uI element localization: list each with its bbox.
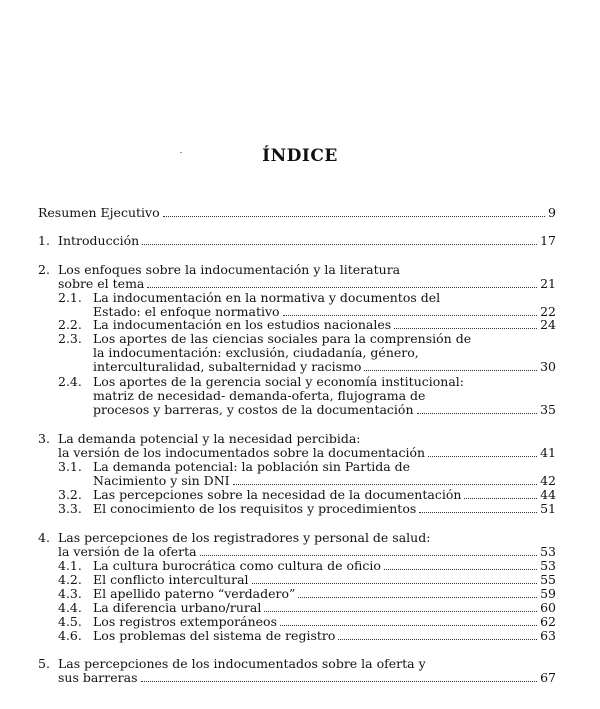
toc-page-number: 51 [540, 501, 556, 516]
dot-leader [298, 597, 537, 598]
toc-entry [38, 234, 556, 248]
toc-entry-title: El apellido paterno “verdadero” [93, 586, 296, 601]
toc-entry-title: Las percepciones de los indocumentados sobre la oferta y [58, 656, 426, 671]
toc-entry [58, 318, 556, 332]
toc-entry-line [58, 559, 556, 573]
dot-leader [252, 583, 538, 584]
dot-leader [394, 328, 537, 329]
toc-page-number: 59 [540, 586, 556, 601]
toc-entry-line [58, 360, 556, 374]
toc-entry [58, 375, 556, 417]
toc-entry [58, 615, 556, 629]
toc-page-number: 55 [540, 572, 556, 587]
toc-entry-line [58, 389, 556, 403]
toc-entry-line [58, 332, 556, 346]
toc-entry-number: 4.2. [58, 572, 82, 587]
page-title: ÍNDICE [262, 146, 338, 166]
toc-entry-number: 1. [38, 233, 50, 248]
toc-entry-title: la indocumentación: exclusión, ciudadanía, género, [93, 345, 419, 360]
toc-entry-title: la versión de la oferta [58, 544, 197, 559]
toc-entry-number: 2.2. [58, 317, 82, 332]
toc-entry-number: 4.1. [58, 558, 82, 573]
toc-page-number: 21 [540, 276, 556, 291]
toc-entry-line [58, 318, 556, 332]
toc-entry-title: La demanda potencial: la población sin Partida de [93, 459, 411, 474]
toc-entry-title: La cultura burocrática como cultura de oficio [93, 558, 381, 573]
toc-entry-line [58, 601, 556, 615]
toc-page-number: 41 [540, 445, 556, 460]
toc-page-number: 62 [540, 614, 556, 629]
dot-leader [142, 244, 537, 245]
toc-entry-title: interculturalidad, subalternidad y racismo [93, 359, 362, 374]
dot-leader [233, 484, 538, 485]
toc-page-number: 22 [540, 304, 556, 319]
toc-entry-title: Introducción [58, 233, 140, 248]
toc-page-number: 24 [540, 317, 556, 332]
toc-entry-number: 5. [38, 656, 50, 671]
toc-entry-line [38, 234, 556, 248]
toc-entry-line [38, 657, 556, 671]
toc-entry-title: La diferencia urbano/rural [93, 600, 262, 615]
toc-entry-number: 4.3. [58, 586, 82, 601]
toc-entry-title: Los aportes de la gerencia social y economía institucional: [93, 374, 464, 389]
toc-entry-title: Nacimiento y sin DNI [93, 473, 230, 488]
toc-page-number: 35 [540, 402, 556, 417]
toc-entry-title: sobre el tema [58, 276, 145, 291]
dot-leader [163, 216, 545, 217]
toc-entry [38, 206, 556, 220]
toc-page-number: 17 [540, 233, 556, 248]
toc-entry-title: Los problemas del sistema de registro [93, 628, 336, 643]
toc-entry-title: Las percepciones de los registradores y personal de salud: [58, 530, 431, 545]
toc-entry-line [58, 488, 556, 502]
toc-entry [58, 601, 556, 615]
toc-entry-title: sus barreras [58, 670, 138, 685]
toc-entry-line [58, 346, 556, 360]
dot-leader [364, 370, 537, 371]
toc-entry [58, 488, 556, 502]
toc-entry-line [58, 291, 556, 305]
toc-entry-title: la versión de los indocumentados sobre la documentación [58, 445, 426, 460]
toc-entry-number: 3.1. [58, 459, 82, 474]
toc-page-number: 63 [540, 628, 556, 643]
dot-leader [338, 639, 537, 640]
toc-entry [58, 502, 556, 516]
toc-entry-title: Los aportes de las ciencias sociales para la comprensión de [93, 331, 472, 346]
toc-entry-title: La demanda potencial y la necesidad percibida: [58, 431, 361, 446]
toc-page-number: 53 [540, 544, 556, 559]
dot-leader [280, 625, 537, 626]
toc-entry-number: 3.2. [58, 487, 82, 502]
toc-entry-line [58, 375, 556, 389]
toc-entry-number: 4. [38, 530, 50, 545]
toc-entry-number: 2.4. [58, 374, 82, 389]
dot-leader [283, 315, 538, 316]
toc-entry-title: Estado: el enfoque normativo [93, 304, 280, 319]
toc-page-number: 42 [540, 473, 556, 488]
dot-leader [141, 681, 538, 682]
toc-entry [58, 629, 556, 643]
dot-leader [419, 512, 537, 513]
toc-entry-line [58, 587, 556, 601]
toc-entry-line [58, 502, 556, 516]
toc-entry [58, 587, 556, 601]
dot-leader [384, 569, 537, 570]
toc-entry-title: Los registros extemporáneos [93, 614, 277, 629]
toc-page-number: 67 [540, 670, 556, 685]
toc-entry-title: matriz de necesidad- demanda-oferta, flujograma de [93, 388, 426, 403]
toc-entry [38, 432, 556, 460]
dot-leader [428, 456, 537, 457]
toc-entry [38, 531, 556, 559]
dot-leader [464, 498, 537, 499]
toc-entry [58, 332, 556, 374]
toc-entry-line [38, 277, 556, 291]
toc-entry [38, 263, 556, 291]
dot-leader [417, 413, 538, 414]
toc-entry [58, 573, 556, 587]
toc-entry-number: 3.3. [58, 501, 82, 516]
toc-entry-number: 2.1. [58, 290, 82, 305]
toc-entry [58, 291, 556, 319]
toc-entry-line [58, 573, 556, 587]
toc-entry-line [38, 531, 556, 545]
toc-entry-line [58, 615, 556, 629]
toc-page-number: 53 [540, 558, 556, 573]
toc-page-number: 44 [540, 487, 556, 502]
toc-entry [38, 657, 556, 685]
toc-entry-line [38, 206, 556, 220]
toc-entry-title: Los enfoques sobre la indocumentación y la literatura [58, 262, 401, 277]
toc-entry-number: 2.3. [58, 331, 82, 346]
toc-entry [58, 559, 556, 573]
toc-entry-line [38, 671, 556, 685]
toc-entry-line [58, 460, 556, 474]
dot-leader [147, 287, 537, 288]
toc-entry-line [58, 474, 556, 488]
toc-page-number: 60 [540, 600, 556, 615]
toc-entry-number: 2. [38, 262, 50, 277]
dot-leader [264, 611, 537, 612]
toc-entry-number: 4.5. [58, 614, 82, 629]
toc-entry-line [58, 629, 556, 643]
toc-entry-line [38, 263, 556, 277]
toc-entry-title: El conocimiento de los requisitos y procedimientos [93, 501, 417, 516]
toc-entry-title: Las percepciones sobre la necesidad de la documentación [93, 487, 462, 502]
toc-entry-title: El conflicto intercultural [93, 572, 249, 587]
toc-entry [58, 460, 556, 488]
toc-entry-title: procesos y barreras, y costos de la documentación [93, 402, 414, 417]
toc-entry-number: 4.6. [58, 628, 82, 643]
dot-leader [200, 555, 537, 556]
toc-entry-number: 3. [38, 431, 50, 446]
toc-page-number: 30 [540, 359, 556, 374]
toc-entry-line [58, 403, 556, 417]
toc-entry-title: La indocumentación en los estudios nacionales [93, 317, 392, 332]
toc-entry-title: La indocumentación en la normativa y documentos del [93, 290, 441, 305]
toc-entry-line [38, 545, 556, 559]
toc-page-number: 9 [548, 205, 556, 220]
toc-entry-title: Resumen Ejecutivo [38, 205, 160, 220]
toc-entry-line [38, 432, 556, 446]
toc-entry-line [38, 446, 556, 460]
toc-entry-number: 4.4. [58, 600, 82, 615]
